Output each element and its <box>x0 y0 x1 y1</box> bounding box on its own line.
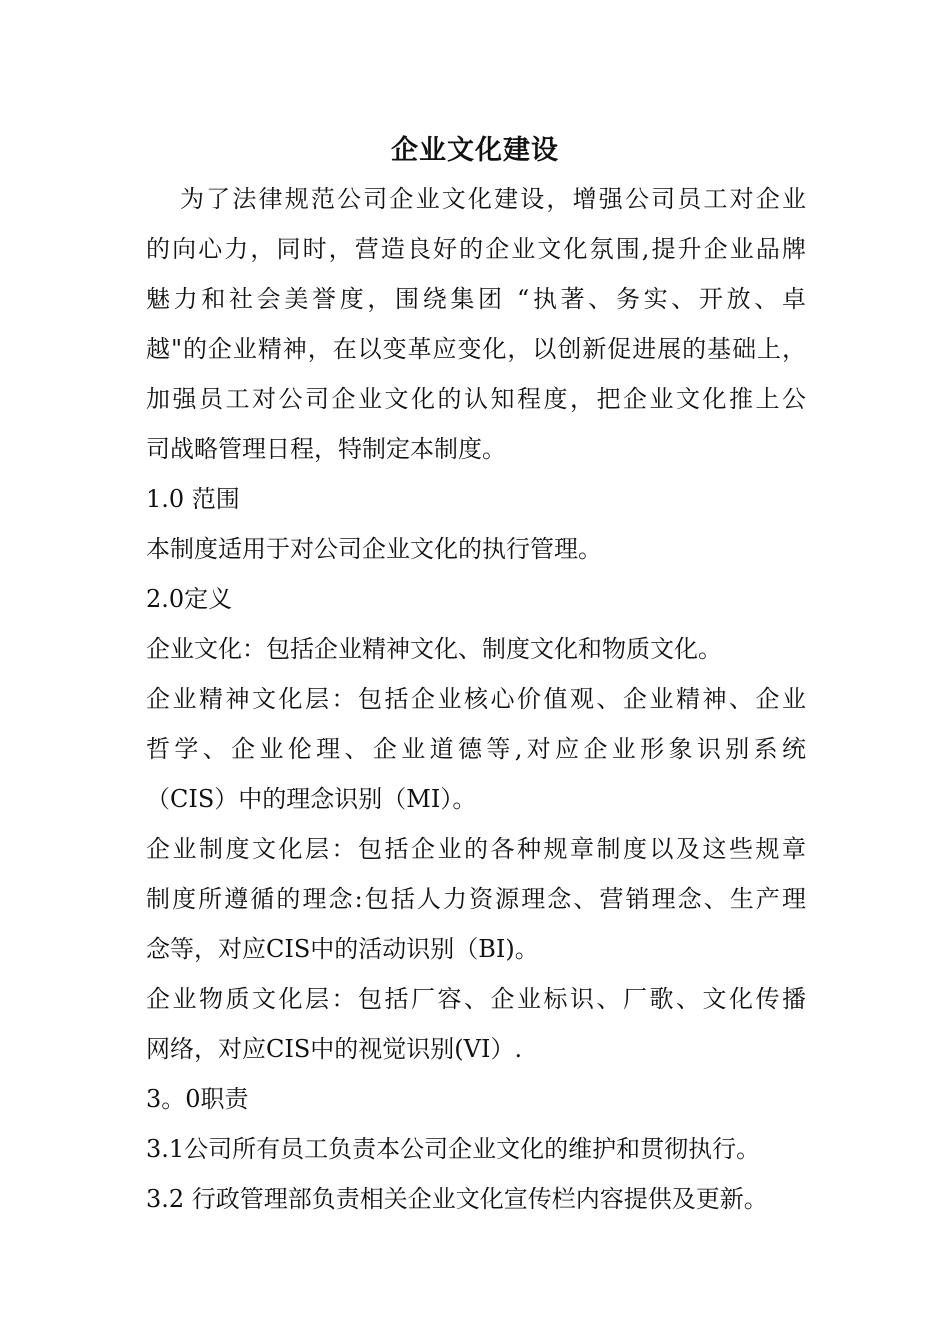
definition-line: 哲学、企业伦理、企业道德等,对应企业形象识别系统 <box>146 735 806 763</box>
paragraph-line: 的向心力，同时，营造良好的企业文化氛围,提升企业品牌 <box>146 235 806 263</box>
paragraph-line: 为了法律规范公司企业文化建设，增强公司员工对企业 <box>180 185 806 213</box>
definition-line: 网络，对应CIS中的视觉识别(VI）. <box>146 1035 523 1063</box>
definition-line: 企业精神文化层：包括企业核心价值观、企业精神、企业 <box>146 685 806 713</box>
document-title: 企业文化建设 <box>391 135 559 166</box>
paragraph-line: 魅力和社会美誉度，围绕集团 “执著、务实、开放、卓 <box>146 285 806 313</box>
paragraph-line: 越"的企业精神，在以变革应变化，以创新促进展的基础上， <box>146 335 806 363</box>
paragraph-line: 司战略管理日程，特制定本制度。 <box>146 435 506 463</box>
definition-line: 企业物质文化层：包括厂容、企业标识、厂歌、文化传播 <box>146 985 806 1013</box>
section-heading-scope: 1.0 范围 <box>146 485 240 513</box>
paragraph-line: 加强员工对公司企业文化的认知程度，把企业文化推上公 <box>146 385 806 413</box>
scope-text: 本制度适用于对公司企业文化的执行管理。 <box>146 535 602 563</box>
section-heading-responsibility: 3。0职责 <box>146 1085 249 1113</box>
definition-line: 制度所遵循的理念:包括人力资源理念、营销理念、生产理 <box>146 885 806 913</box>
responsibility-line: 3.1公司所有员工负责本公司企业文化的维护和贯彻执行。 <box>146 1135 761 1163</box>
responsibility-line: 3.2 行政管理部负责相关企业文化宣传栏内容提供及更新。 <box>146 1185 768 1213</box>
definition-line: 企业文化：包括企业精神文化、制度文化和物质文化。 <box>146 635 722 663</box>
section-heading-definition: 2.0定义 <box>146 585 233 613</box>
definition-line: （CIS）中的理念识别（MI）。 <box>146 785 477 813</box>
definition-line: 企业制度文化层：包括企业的各种规章制度以及这些规章 <box>146 835 806 863</box>
definition-line: 念等，对应CIS中的活动识别（BI)。 <box>146 935 539 963</box>
